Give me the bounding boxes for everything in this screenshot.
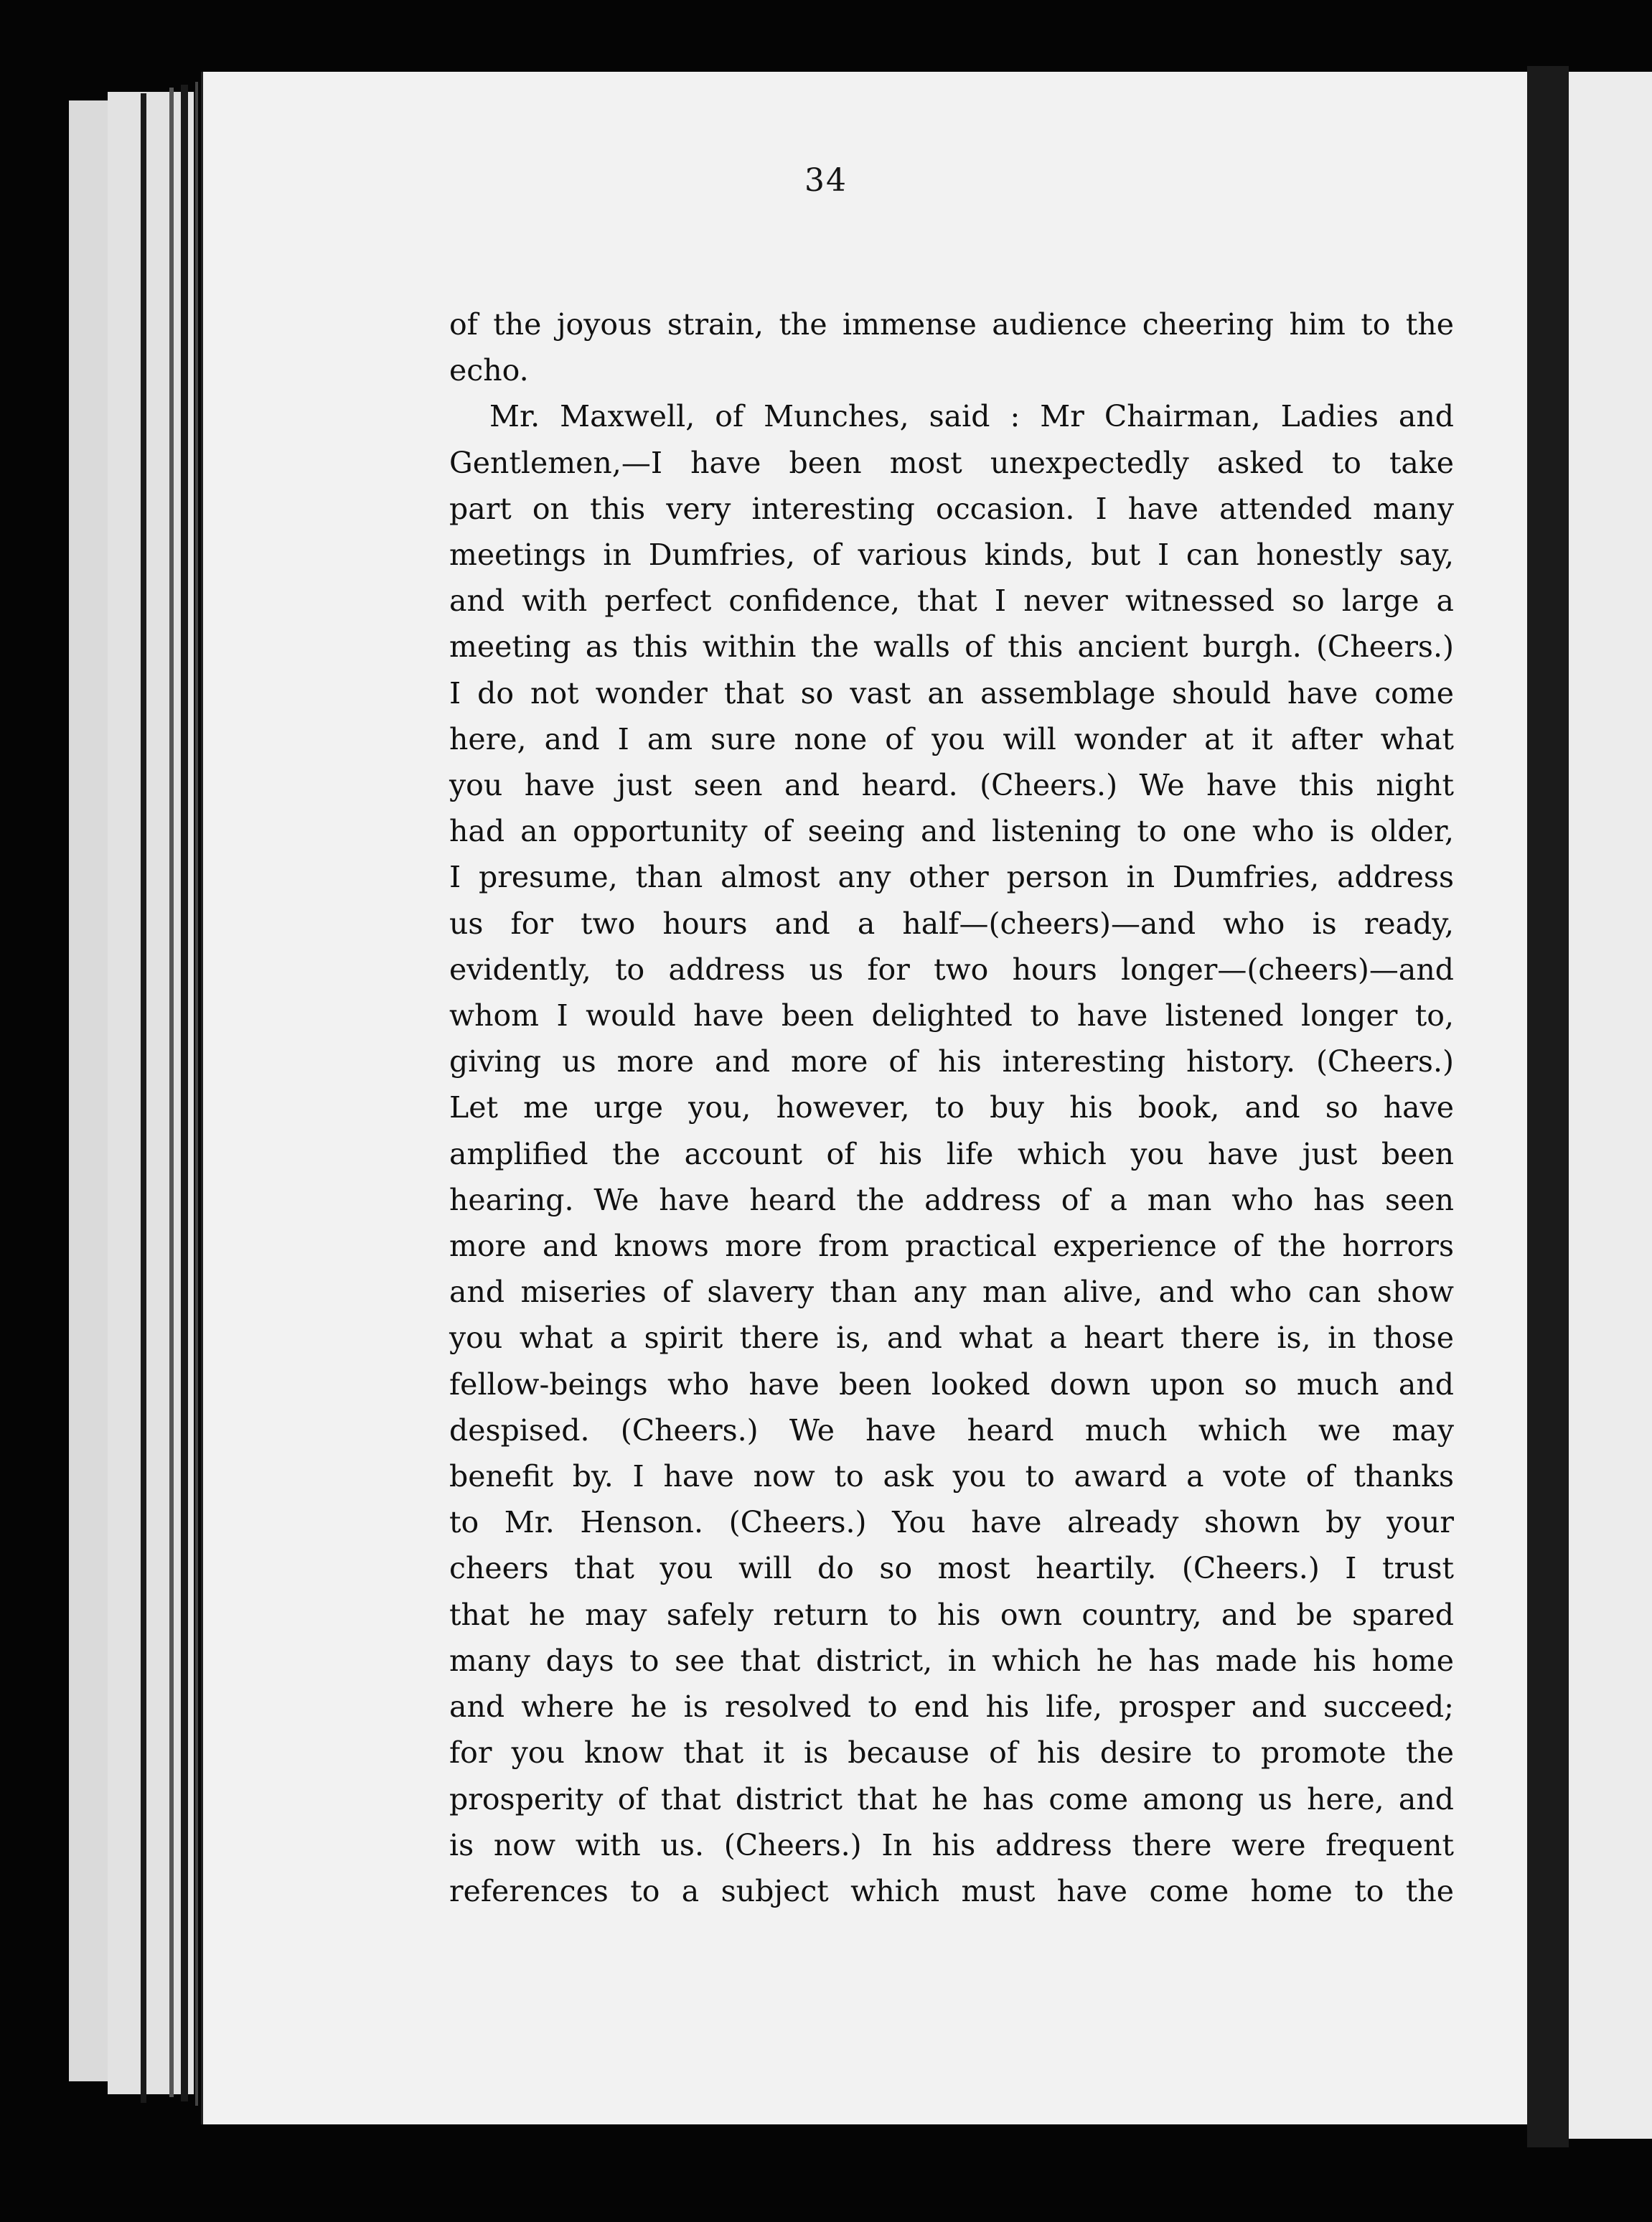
page-edge-shadow	[195, 82, 198, 2106]
text-line: fellow-beings who have been looked down upon so much and	[449, 1367, 1454, 1402]
text-line: I do not wonder that so vast an assemblage should have come	[449, 675, 1454, 711]
text-line: references to a subject which must have come home to the	[449, 1873, 1454, 1908]
text-line: Let me urge you, however, to buy his book, and so have	[449, 1090, 1454, 1125]
page-number: 34	[804, 162, 848, 199]
text-line: many days to see that district, in which he has made his home	[449, 1643, 1454, 1678]
text-line: of the joyous strain, the immense audience cheering him to the	[449, 307, 1454, 342]
page-edge-shadow	[141, 93, 146, 2103]
text-line: Mr. Maxwell, of Munches, said : Mr Chairman, Ladies and	[489, 399, 1454, 434]
text-line: you have just seen and heard. (Cheers.) We have this night	[449, 768, 1454, 803]
text-line: amplified the account of his life which you have just been	[449, 1136, 1454, 1171]
text-line: prosperity of that district that he has come among us here, and	[449, 1781, 1454, 1816]
text-line: part on this very interesting occasion. I have attended many	[449, 491, 1454, 526]
text-line: to Mr. Henson. (Cheers.) You have already shown by your	[449, 1505, 1454, 1540]
text-line: is now with us. (Cheers.) In his address there were frequent	[449, 1827, 1454, 1862]
text-line: hearing. We have heard the address of a man who has seen	[449, 1182, 1454, 1217]
text-line: echo.	[449, 353, 529, 388]
text-line: evidently, to address us for two hours longer—(cheers)—and	[449, 952, 1454, 987]
text-line: more and knows more from practical experience of the horrors	[449, 1229, 1454, 1264]
text-line: benefit by. I have now to ask you to award a vote of thanks	[449, 1459, 1454, 1494]
text-line: that he may safely return to his own country, and be spared	[449, 1597, 1454, 1632]
text-line: whom I would have been delighted to have listened longer to,	[449, 998, 1454, 1033]
text-line: despised. (Cheers.) We have heard much which we may	[449, 1412, 1454, 1448]
facing-page-edge	[1569, 72, 1652, 2139]
text-line: cheers that you will do so most heartily. (Cheers.) I trust	[449, 1551, 1454, 1586]
text-line: and miseries of slavery than any man alive, and who can show	[449, 1275, 1454, 1310]
text-line: I presume, than almost any other person in Dumfries, address	[449, 860, 1454, 895]
page-edge-shadow	[181, 85, 188, 2101]
text-line: meeting as this within the walls of this ancient burgh. (Cheers.)	[449, 629, 1454, 665]
text-line: Gentlemen,—I have been most unexpectedly asked to take	[449, 445, 1454, 480]
text-line: and where he is resolved to end his life, prosper and succeed;	[449, 1689, 1454, 1725]
book-spine	[1527, 66, 1569, 2147]
text-line: meetings in Dumfries, of various kinds, but I can honestly say,	[449, 538, 1454, 573]
text-line: you what a spirit there is, and what a heart there is, in those	[449, 1321, 1454, 1356]
text-line: had an opportunity of seeing and listening to one who is older,	[449, 814, 1454, 849]
text-line: and with perfect confidence, that I never witnessed so large a	[449, 583, 1454, 619]
text-line: giving us more and more of his interesting history. (Cheers.)	[449, 1044, 1454, 1079]
page-edge-shadow	[169, 88, 174, 2097]
body-text	[449, 301, 1454, 1914]
text-line: here, and I am sure none of you will wonder at it after what	[449, 721, 1454, 756]
text-line: for you know that it is because of his desire to promote the	[449, 1735, 1454, 1771]
text-line: us for two hours and a half—(cheers)—and who is ready,	[449, 906, 1454, 941]
